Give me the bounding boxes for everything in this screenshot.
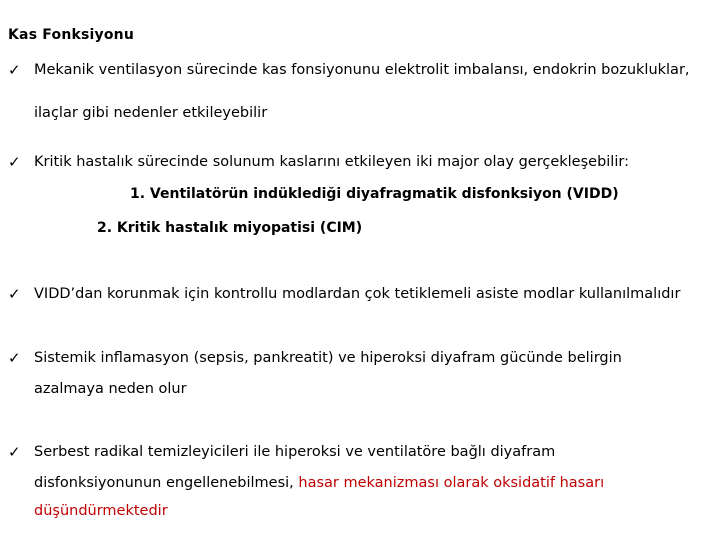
bullet-item-3 — [8, 280, 708, 309]
check-icon: ✓ — [8, 61, 21, 79]
bullet-text-line: azalmaya neden olur — [34, 381, 187, 397]
highlighted-text: düşündürmektedir — [34, 503, 168, 519]
check-icon: ✓ — [8, 349, 21, 367]
bullet-text-line: Sistemik inflamasyon (sepsis, pankreatit) ve hiperoksi diyafram gücünde belirgin — [34, 350, 622, 366]
sub-item-1: 1. Ventilatörün indüklediği diyafragmatik disfonksiyon (VIDD) — [130, 186, 619, 202]
check-icon: ✓ — [8, 443, 21, 461]
bullet-text-line: ilaçlar gibi nedenler etkileyebilir — [34, 105, 268, 121]
bullet-text-line: Kritik hastalık sürecinde solunum kaslarını etkileyen iki major olay gerçekleşebilir: — [34, 154, 629, 170]
bullet-item-1 — [8, 56, 708, 128]
bullet-text-line: VIDD’dan korunmak için kontrollu modlardan çok tetiklemeli asiste modlar kullanılmalıdır — [34, 286, 681, 302]
plain-text: disfonksiyonunun engellenebilmesi, — [34, 475, 299, 491]
bullet-text-line: Serbest radikal temizleyicileri ile hiperoksi ve ventilatöre bağlı diyafram — [34, 444, 556, 460]
sub-item-2: 2. Kritik hastalık miyopatisi (CIM) — [97, 220, 363, 236]
bullet-item-5 — [8, 438, 708, 526]
check-icon: ✓ — [8, 285, 21, 303]
check-icon: ✓ — [8, 153, 21, 171]
bullet-text-line: Mekanik ventilasyon sürecinde kas fonsiyonunu elektrolit imbalansı, endokrin bozukluklar, — [34, 62, 690, 78]
bullet-item-2 — [8, 148, 708, 177]
page-title: Kas Fonksiyonu — [8, 27, 135, 43]
bullet-text-line — [8, 469, 708, 498]
highlighted-text: hasar mekanizması olarak oksidatif hasarı — [298, 475, 605, 491]
bullet-item-4 — [8, 344, 708, 404]
